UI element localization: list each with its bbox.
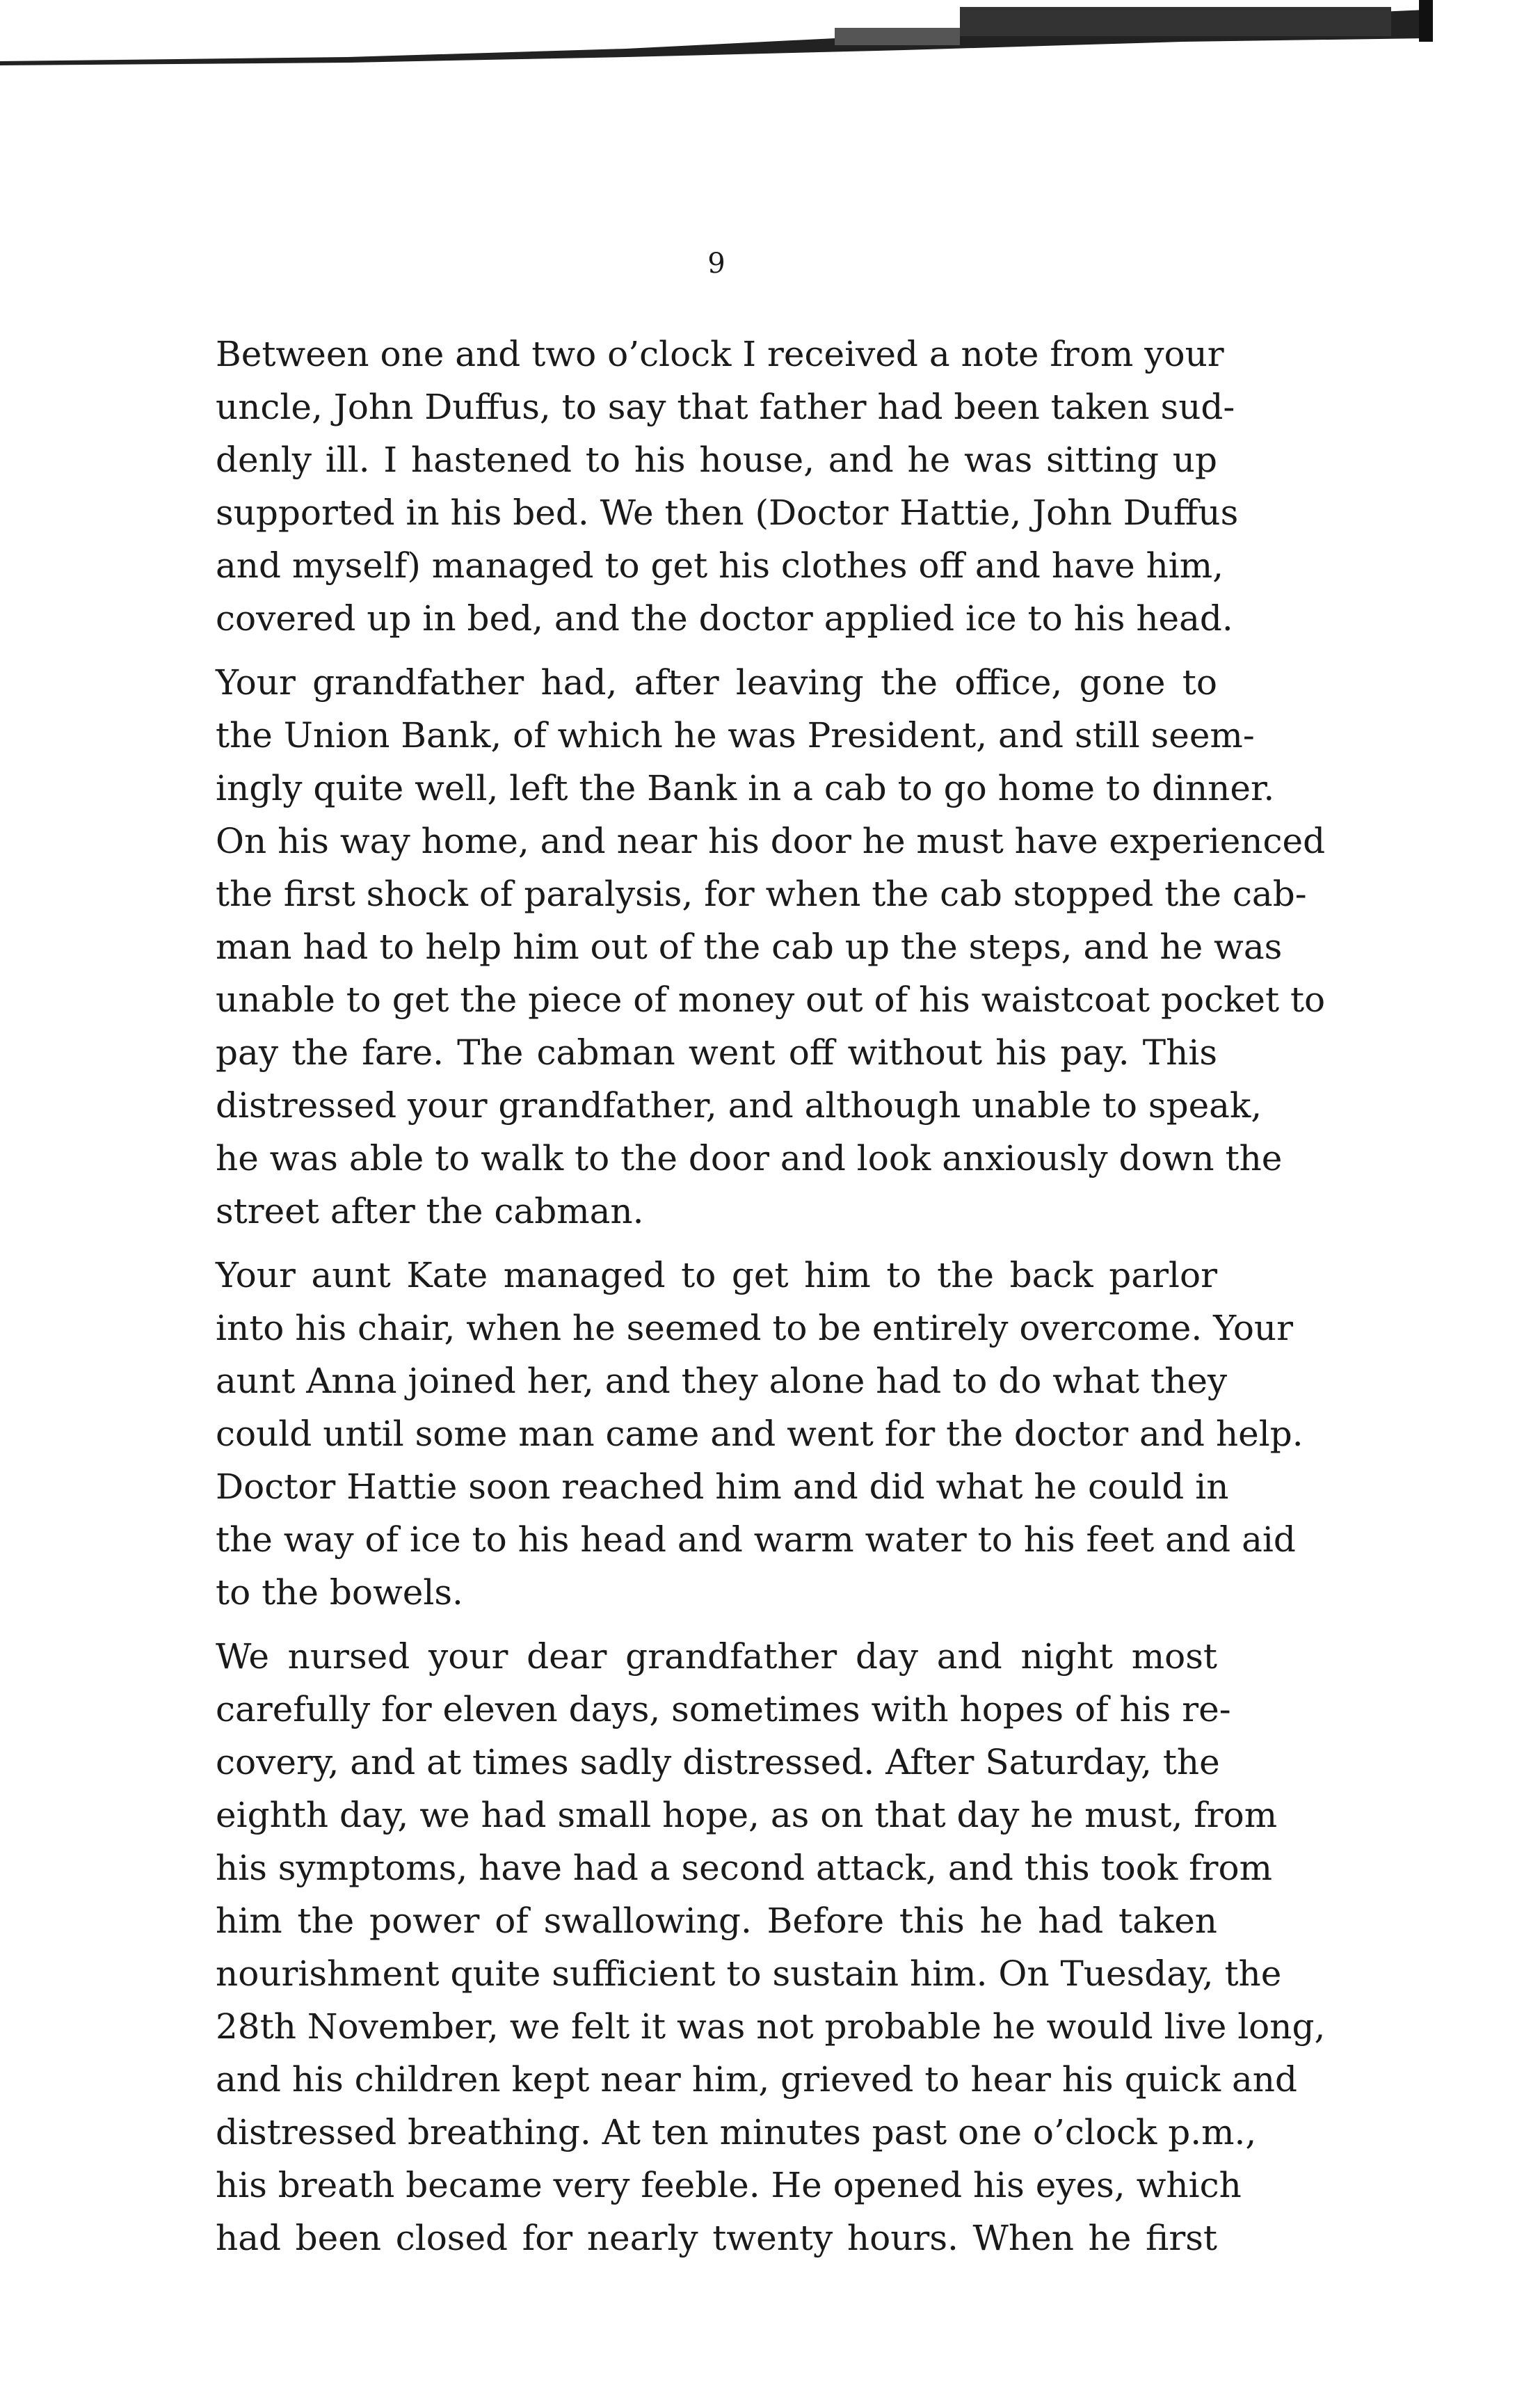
text-line: and myself) managed to get his clothes off and have him, [216, 545, 1224, 586]
text-line: him the power of swallowing. Before this he had taken [216, 1901, 1217, 1941]
text-line: distressed your grandfather, and although unable to speak, [216, 1085, 1262, 1126]
book-page [216, 247, 1326, 2264]
text-line: carefully for eleven days, sometimes with hopes of his re- [216, 1689, 1231, 1729]
text-line: could until some man came and went for the doctor and help. [216, 1414, 1304, 1454]
text-line: denly ill. I hastened to his house, and he was sitting up [216, 440, 1217, 480]
text-line: Your grandfather had, after leaving the office, gone to [216, 662, 1217, 703]
text-line: and his children kept near him, grieved to hear his quick and [216, 2059, 1297, 2100]
text-line: Between one and two o’clock I received a note from your [216, 334, 1224, 374]
text-line: We nursed your dear grandfather day and night most [216, 1636, 1217, 1677]
text-line: 28th November, we felt it was not probable he would live long, [216, 2006, 1326, 2047]
text-line: On his way home, and near his door he must have experienced [216, 821, 1326, 861]
scan-top-edge-artifact [0, 0, 1540, 77]
text-line: the first shock of paralysis, for when the cab stopped the cab- [216, 874, 1307, 914]
text-line: the Union Bank, of which he was President, and still seem- [216, 715, 1255, 756]
text-line: eighth day, we had small hope, as on that day he must, from [216, 1795, 1278, 1835]
text-line: ingly quite well, left the Bank in a cab to go home to dinner. [216, 768, 1275, 808]
text-line: supported in his bed. We then (Doctor Hattie, John Duffus [216, 493, 1239, 533]
paragraph-4 [216, 1630, 1326, 2264]
text-line: man had to help him out of the cab up the steps, and he was [216, 927, 1283, 967]
text-line: covered up in bed, and the doctor applied ice to his head. [216, 598, 1233, 639]
text-line: Doctor Hattie soon reached him and did what he could in [216, 1467, 1229, 1507]
text-line: covery, and at times sadly distressed. After Saturday, the [216, 1742, 1220, 1782]
text-line: his breath became very feeble. He opened his eyes, which [216, 2165, 1242, 2205]
text-line: aunt Anna joined her, and they alone had to do what they [216, 1361, 1228, 1401]
paragraph-3 [216, 1249, 1304, 1619]
paragraph-1 [216, 328, 1239, 645]
text-line: his symptoms, have had a second attack, and this took from [216, 1848, 1272, 1888]
text-line: pay the fare. The cabman went off without his pay. This [216, 1032, 1217, 1073]
text-line: into his chair, when he seemed to be entirely overcome. Your [216, 1308, 1294, 1348]
text-line: uncle, John Duffus, to say that father had been taken sud- [216, 387, 1235, 427]
text-line: Your aunt Kate managed to get him to the back parlor [216, 1255, 1217, 1295]
text-line: he was able to walk to the door and look anxiously down the [216, 1138, 1283, 1178]
text-line: street after the cabman. [216, 1191, 644, 1231]
text-line: unable to get the piece of money out of his waistcoat pocket to [216, 980, 1326, 1020]
text-line: distressed breathing. At ten minutes past one o’clock p.m., [216, 2112, 1257, 2152]
paragraph-2 [216, 656, 1326, 1238]
text-line: the way of ice to his head and warm water to his feet and aid [216, 1519, 1296, 1560]
text-line: to the bowels. [216, 1572, 463, 1613]
text-line: had been closed for nearly twenty hours. When he first [216, 2218, 1217, 2258]
text-line: nourishment quite sufficient to sustain him. On Tuesday, the [216, 1953, 1282, 1994]
page-number: 9 [707, 248, 725, 280]
